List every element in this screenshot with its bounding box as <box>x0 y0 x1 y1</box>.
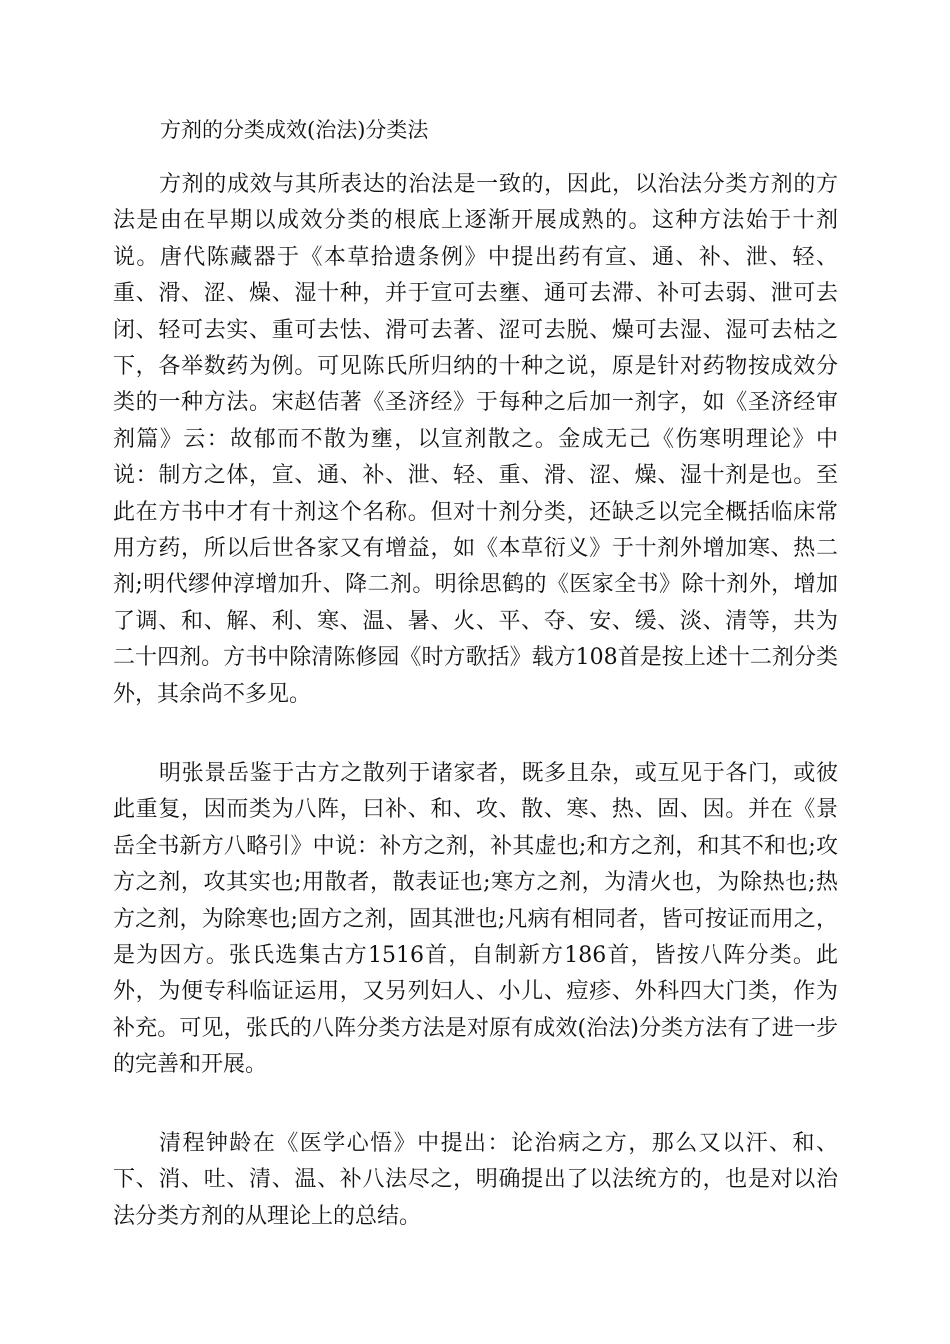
document-title: 方剂的分类成效(治法)分类法 <box>160 118 429 142</box>
paragraph-eight-arrays: 明张景岳鉴于古方之散列于诸家者，既多且杂，或互见于各门，或彼此重复，因而类为八阵，曰补、和、攻、散、寒、热、固、因。并在《景岳全书新方八略引》中说：补方之剂，补其虚也;和方之剂，和其不和也;攻方之剂，攻其实也;用散者，散表证也;寒方之剂，为清火也，为除热也;热方之剂，为除寒也;固方之剂，固其泄也;凡病有相同者，皆可按证而用之，是为因方。张氏选集古方1516首，自制新方186首，皆按八阵分类。此外，为便专科临证运用，又另列妇人、小儿、痘疹、外科四大门类，作为补充。可见，张氏的八阵分类方法是对原有成效(治法)分类方法有了进一步的完善和开展。 <box>113 761 838 1078</box>
paragraph-eight-methods: 清程钟龄在《医学心悟》中提出：论治病之方，那么又以汗、和、下、消、吐、清、温、补八法尽之，明确提出了以法统方的，也是对以治法分类方剂的从理论上的总结。 <box>113 1131 838 1229</box>
paragraph-ten-formulas: 方剂的成效与其所表达的治法是一致的，因此，以治法分类方剂的方法是由在早期以成效分类的根底上逐渐开展成熟的。这种方法始于十剂说。唐代陈藏器于《本草拾遗条例》中提出药有宣、通、补、泄、轻、重、滑、涩、燥、湿十种，并于宣可去壅、通可去滞、补可去弱、泄可去闭、轻可去实、重可去怯、滑可去著、涩可去脱、燥可去湿、湿可去枯之下，各举数药为例。可见陈氏所归纳的十种之说，原是针对药物按成效分类的一种方法。宋赵佶著《圣济经》于每种之后加一剂字，如《圣济经审剂篇》云：故郁而不散为壅，以宣剂散之。金成无己《伤寒明理论》中说：制方之体，宣、通、补、泄、轻、重、滑、涩、燥、湿十剂是也。至此在方书中才有十剂这个名称。但对十剂分类，还缺乏以完全概括临床常用方药，所以后世各家又有增益，如《本草衍义》于十剂外增加寒、热二剂;明代缪仲淳增加升、降二剂。明徐思鹤的《医家全书》除十剂外，增加了调、和、解、利、寒、温、暑、火、平、夺、安、缓、淡、清等，共为二十四剂。方书中除清陈修园《时方歌括》载方108首是按上述十二剂分类外，其余尚不多见。 <box>113 172 838 707</box>
